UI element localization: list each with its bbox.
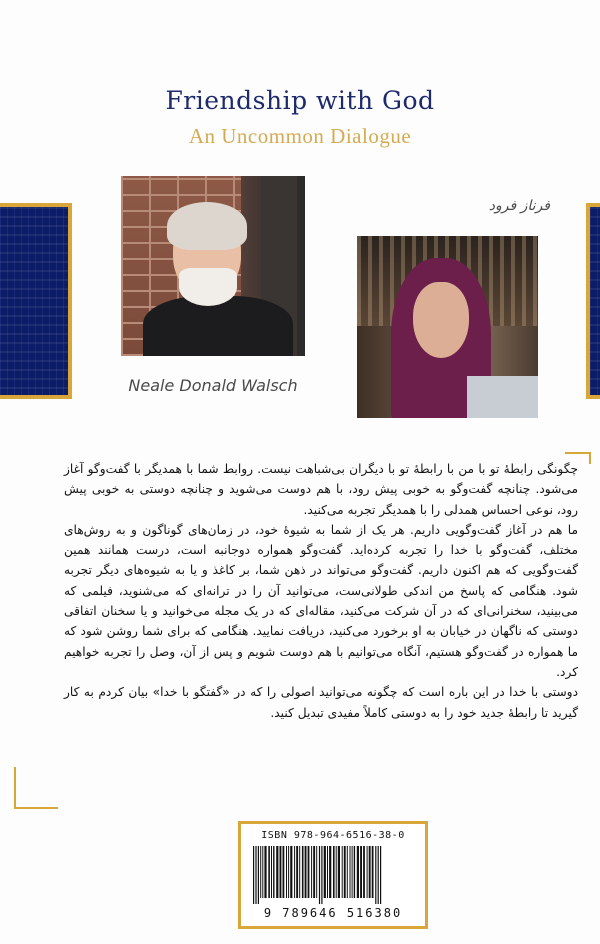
barcode-box [238,821,428,929]
barcode-bar [333,846,335,898]
right-decorative-panel [586,203,600,399]
barcode-bar [372,846,374,898]
book-subtitle: An Uncommon Dialogue [188,124,412,148]
barcode-bar [352,846,353,898]
barcode-bar [296,846,298,898]
barcode-bar [347,846,348,898]
barcode-bar [280,846,282,898]
barcode-bar [338,846,340,898]
barcode-bar [288,846,289,898]
barcode-bar [311,846,312,898]
barcode-bar [308,846,310,898]
author-photo [121,176,305,356]
barcode-bar [342,846,343,898]
barcode-bar [329,846,331,898]
barcode-bar [336,846,337,898]
back-cover-blurb [64,459,578,723]
barcode-bar [324,846,326,898]
translator-name: فرناز فرود [488,198,550,214]
translator-photo [357,236,538,418]
barcode-bar [299,846,300,898]
barcode-bar [305,846,307,898]
author-name: Neale Donald Walsch [128,376,298,395]
book-title: Friendship with God [165,86,435,115]
barcode-bar [253,846,254,904]
barcode-bar [271,846,272,898]
barcode-bar [354,846,355,898]
barcode-bar [319,846,320,904]
barcode-bar [255,846,256,904]
barcode-bars [253,846,415,904]
barcode-bar [316,846,317,898]
barcode-bar [321,846,322,904]
barcode-bar [357,846,359,898]
barcode-bar [380,846,381,904]
barcode-bar [375,846,376,904]
barcode-bar [286,846,287,898]
barcode-bar [367,846,368,898]
barcode-bar [273,846,274,898]
barcode-bar [378,846,379,904]
barcode-bar [264,846,266,898]
barcode-bar [369,846,371,898]
isbn-label: ISBN 978-964-6516-38-0 [261,830,405,841]
barcode-bar [290,846,292,898]
barcode-bar [258,846,259,904]
barcode-bar [313,846,315,898]
barcode-number: 9 789646 516380 [263,906,403,920]
barcode-bar [268,846,270,898]
barcode-bar [283,846,285,898]
barcode-bar [302,846,304,898]
left-decorative-panel [0,203,72,399]
barcode-bar [350,846,351,898]
barcode-bar [276,846,278,898]
blurb-paragraph-1: چگونگی رابطهٔ تو با من با رابطهٔ تو با دیگران بی‌شباهت نیست. روابط شما با همدیگر با گفت‌وگو آغاز می‌شود. چنانچه گفت‌وگو به خوبی پیش رود، با هم دوست می‌شوید و چنانچه دوستی به خوبی پیش رود، نوعی احساس همدلی را با همدیگر تجربه می‌کنید. [64,462,578,517]
barcode-bar [294,846,295,898]
blurb-paragraph-2: ما هم در آغاز گفت‌وگویی داریم. هر یک از شما به شیوهٔ خود، در زمان‌های گوناگون و به روش‌های مختلف، گفت‌وگو با خدا را تجربه کرده‌اید. گفت‌وگو همواره دوجانبه است، درست همانند همین گفت‌وگویی که هم اکنون داریم. گفت‌وگو می‌تواند در ذهن شما، بر کاغذ و یا به شیوه‌های دیگر تجربه شود. هنگامی که پاسخ من اندکی طولانی‌ست، می‌توانید آن را در ترانه‌ای که می‌شنوید، فیلمی که می‌بینید، سخنرانی‌ای که در آن شرکت می‌کنید، مقاله‌ای که در یک مجله می‌خوانید و یا سخنان اتفاقی دوستی که ناگهان در خیابان به او برخورد می‌کنید، دریافت نمایید. هنگامی که برای شما روشن شود که ما همواره در گفت‌وگو هستیم، آنگاه می‌توانیم با هم دوست شویم و پس از آن، وصل را تجربه خواهیم کرد. [64,522,578,679]
barcode-bar [327,846,328,898]
bottom-left-corner-ornament [14,767,58,809]
barcode-bar [262,846,263,898]
barcode-bar [344,846,346,898]
blurb-paragraph-3: دوستی با خدا در این باره است که چگونه می‌توانید اصولی را که در «گفتگو با خدا» بیان کردم به کار گیرید تا رابطهٔ جدید خود را به دوستی کاملاً مفیدی تبدیل کنید. [64,685,578,720]
barcode-bar [363,846,365,898]
barcode-bar [260,846,261,898]
barcode-bar [360,846,362,898]
